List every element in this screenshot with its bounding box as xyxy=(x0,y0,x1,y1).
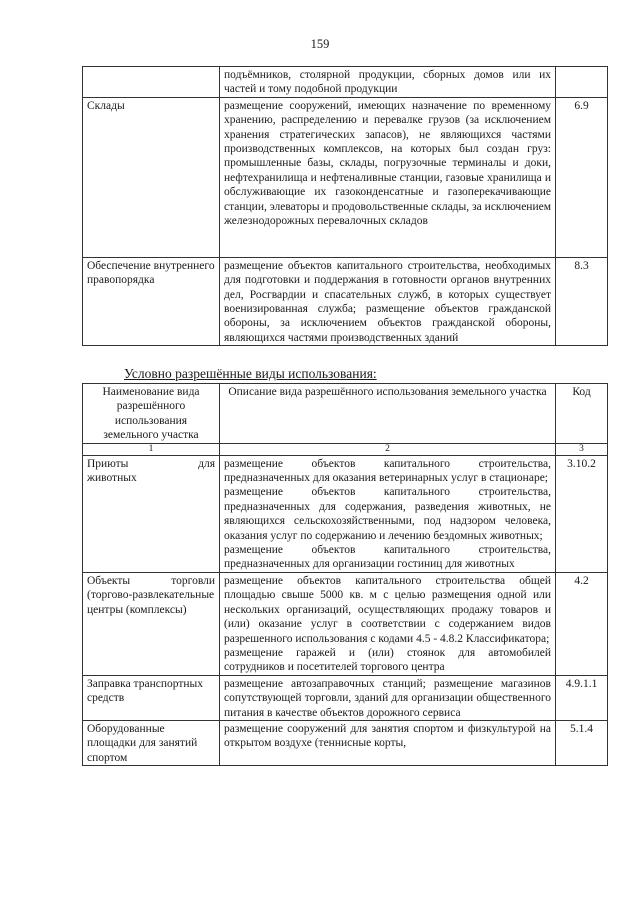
table-row xyxy=(83,572,608,675)
use-name-cell: Склады xyxy=(83,97,220,257)
use-description-cell: размещение сооружений, имеющих назначение по временному хранению, распределению и перевалке грузов (за исключением хранения стратегических запасов), не являющихся частями производственных комплексов, на которых был создан груз: промышленные базы, склады, погрузочные терминалы и доки, нефтехранилища и нефтеналивные станции, газовые хранилища и обслуживающие их газоконденсатные и газоперекачивающие станции, элеваторы и продовольственные склады, за исключением железнодорожных перевалочных складов xyxy=(220,97,556,257)
use-description-cell: размещение объектов капитального строительства общей площадью свыше 5000 кв. м с целью размещения одной или нескольких организаций, осуществляющих продажу товаров и (или) оказание услуг в соответствии с содержанием видов разрешенного использования с кодами 4.5 - 4.8.2 Классификатора; размещение гаражей и (или) стоянок для автомобилей сотрудников и посетителей торгового центра xyxy=(220,572,556,675)
table-row xyxy=(83,67,608,98)
use-name-cell: Объекты торговли (торгово-развлекательные центры (комплексы) xyxy=(83,572,220,675)
use-name-part: животных xyxy=(87,472,137,485)
table-row xyxy=(83,455,608,572)
use-name-cell: Заправка транспортных средств xyxy=(83,675,220,720)
header-code: Код xyxy=(556,384,608,444)
column-number: 2 xyxy=(220,443,556,455)
table-header-row xyxy=(83,384,608,444)
permitted-uses-table xyxy=(82,66,608,346)
use-description-cell: размещение автозаправочных станций; размещение магазинов сопутствующей торговли, зданий для организации общественного питания в качестве объектов дорожного сервиса xyxy=(220,675,556,720)
column-number-row xyxy=(83,443,608,455)
use-name-cell: Обеспечение внутреннего правопорядка xyxy=(83,257,220,345)
conditional-uses-table xyxy=(82,383,608,766)
table-row xyxy=(83,97,608,257)
section-title: Условно разрешённые виды использования: xyxy=(124,366,377,381)
column-number: 1 xyxy=(83,443,220,455)
use-code-cell: 8.3 xyxy=(556,257,608,345)
use-code-cell: 3.10.2 xyxy=(556,455,608,572)
use-description-cell: размещение объектов капитального строительства, предназначенных для оказания ветеринарных услуг в стационаре; размещение объектов капитального строительства, предназначенных для содержания, разведения животных, не являющихся сельскохозяйственными, под надзором человека, оказания услуг по содержанию и лечению бездомных животных; размещение объектов капитального строительства, предназначенных для организации гостиниц для животных xyxy=(220,455,556,572)
use-name-part: Приюты xyxy=(87,457,129,470)
use-code-cell: 4.9.1.1 xyxy=(556,675,608,720)
table-row xyxy=(83,720,608,765)
use-code-cell: 6.9 xyxy=(556,97,608,257)
use-code-cell xyxy=(556,67,608,98)
use-code-cell: 4.2 xyxy=(556,572,608,675)
use-description-cell: размещение объектов капитального строительства, необходимых для подготовки и поддержания в готовности органов внутренних дел, Росгвардии и спасательных служб, в которых существует военизированная служба; размещение объектов гражданской обороны, за исключением объектов гражданской обороны, являющихся частями производственных зданий xyxy=(220,257,556,345)
use-name-part: для xyxy=(198,457,215,470)
use-name-cell xyxy=(83,67,220,98)
header-description: Описание вида разрешённого использования земельного участка xyxy=(220,384,556,444)
column-number: 3 xyxy=(556,443,608,455)
use-code-cell: 5.1.4 xyxy=(556,720,608,765)
use-name-cell: Оборудованные площадки для занятий спортом xyxy=(83,720,220,765)
use-description-cell: подъёмников, столярной продукции, сборных домов или их частей и тому подобной продукции xyxy=(220,67,556,98)
use-description-cell: размещение сооружений для занятия спортом и физкультурой на открытом воздухе (теннисные корты, xyxy=(220,720,556,765)
header-name: Наименование вида разрешённого использования земельного участка xyxy=(83,384,220,444)
table-row xyxy=(83,257,608,345)
use-name-cell xyxy=(83,455,220,572)
page-number: 159 xyxy=(310,37,330,51)
table-row xyxy=(83,675,608,720)
